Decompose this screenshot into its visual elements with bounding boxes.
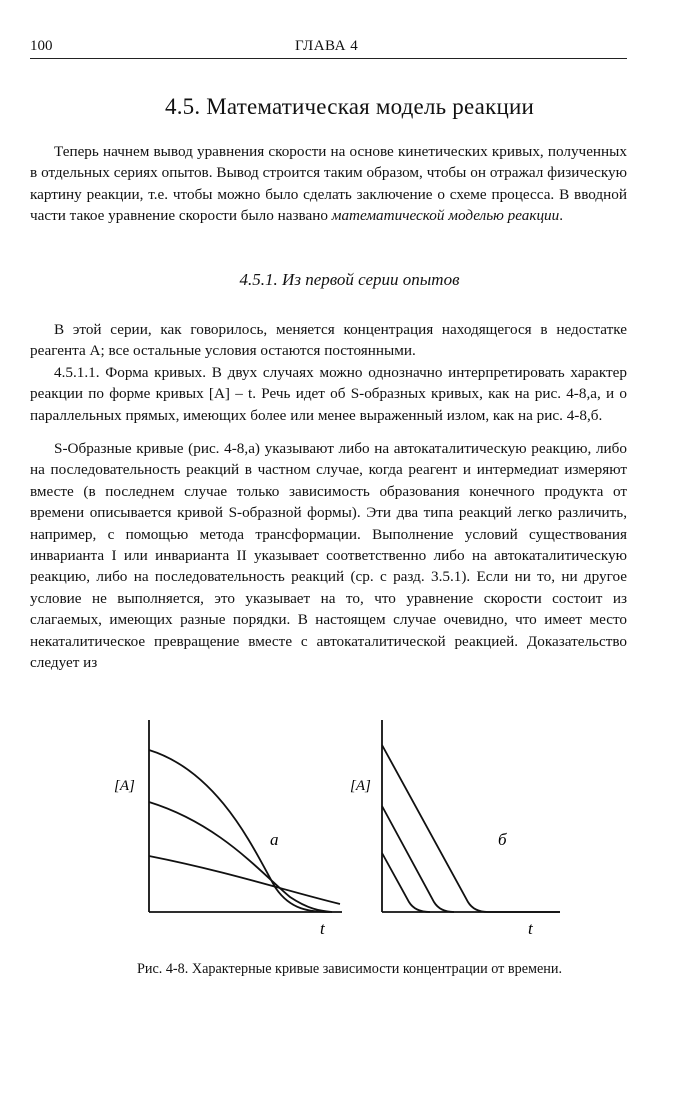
- panel-a-x-label: t: [320, 919, 325, 938]
- panel-b-line-mid: [382, 806, 454, 912]
- panel-b-x-label: t: [528, 919, 533, 938]
- panel-a: [149, 720, 342, 912]
- chapter-title: ГЛАВА 4: [295, 38, 359, 54]
- paragraph-curve-shape: 4.5.1.1. Форма кривых. В двух случаях можно однозначно интерпретировать характер реакции по форме кривых [A] – t. Речь идет об S-образных кривых, как на рис. 4-8,а, и о параллельных прямых, имеющих более или менее выраженный излом, как на рис. 4-8,б.: [30, 364, 627, 424]
- panel-b-y-label: [A]: [350, 778, 371, 794]
- intro-text: Теперь начнем вывод уравнения скорости на основе кинетических кривых, полученных в отдельных сериях опытов. Вывод строится таким образом, чтобы он отражал физическую картину реакции, т.е. чтобы можно было сделать заключение о схеме процесса. В вводной части такое уравнение скорости было названо: [30, 143, 627, 225]
- panel-a-curve-low: [149, 856, 340, 904]
- page-header: [30, 36, 627, 59]
- figure-4-8: [100, 712, 570, 952]
- panel-a-panel-label: а: [270, 830, 279, 849]
- panel-b: [382, 720, 560, 912]
- figure-svg: [100, 712, 570, 952]
- figure-caption: Рис. 4-8. Характерные кривые зависимости концентрации от времени.: [136, 961, 563, 977]
- intro-emphasis: математической моделью реакции: [331, 207, 560, 225]
- paragraph-s-curves: S-Образные кривые (рис. 4-8,а) указывают либо на автокаталитическую реакцию, либо на последовательность реакций в частном случае, когда реагент и интермедиат измеряют вместе (в последнем случае только зависимость образования конечного продукта от времени описывается кривой S-образной формы). Эти два типа реакций легко различить, например, с помощью метода трансформации. Выполнение условий существования инварианта I или инварианта II указывает соответственно либо на автокаталитическую реакцию, либо на последовательность реакций (ср. с разд. 3.5.1). Если ни то, ни другое условие не выполняется, это указывает на то, что уравнение скорости состоит из слагаемых, имеющих разные порядки. В настоящем случае очевидно, что имеет место некаталитическое превращение вместе с автокаталитической реакцией. Доказательство следует из: [30, 440, 627, 672]
- panel-a-y-label: [A]: [114, 778, 135, 794]
- page-number: 100: [30, 38, 53, 54]
- paragraph-series: В этой серии, как говорилось, меняется концентрация находящегося в недостатке реагента A; все остальные условия остаются постоянными.: [30, 321, 627, 360]
- panel-b-panel-label: б: [498, 830, 507, 849]
- section-title: 4.5. Математическая модель реакции: [165, 94, 534, 119]
- panel-a-curve-high: [149, 750, 330, 912]
- intro-end: .: [559, 207, 564, 225]
- subsection-title: 4.5.1. Из первой серии опытов: [239, 270, 460, 289]
- intro-paragraph: [30, 141, 627, 227]
- panel-b-line-high: [382, 745, 560, 912]
